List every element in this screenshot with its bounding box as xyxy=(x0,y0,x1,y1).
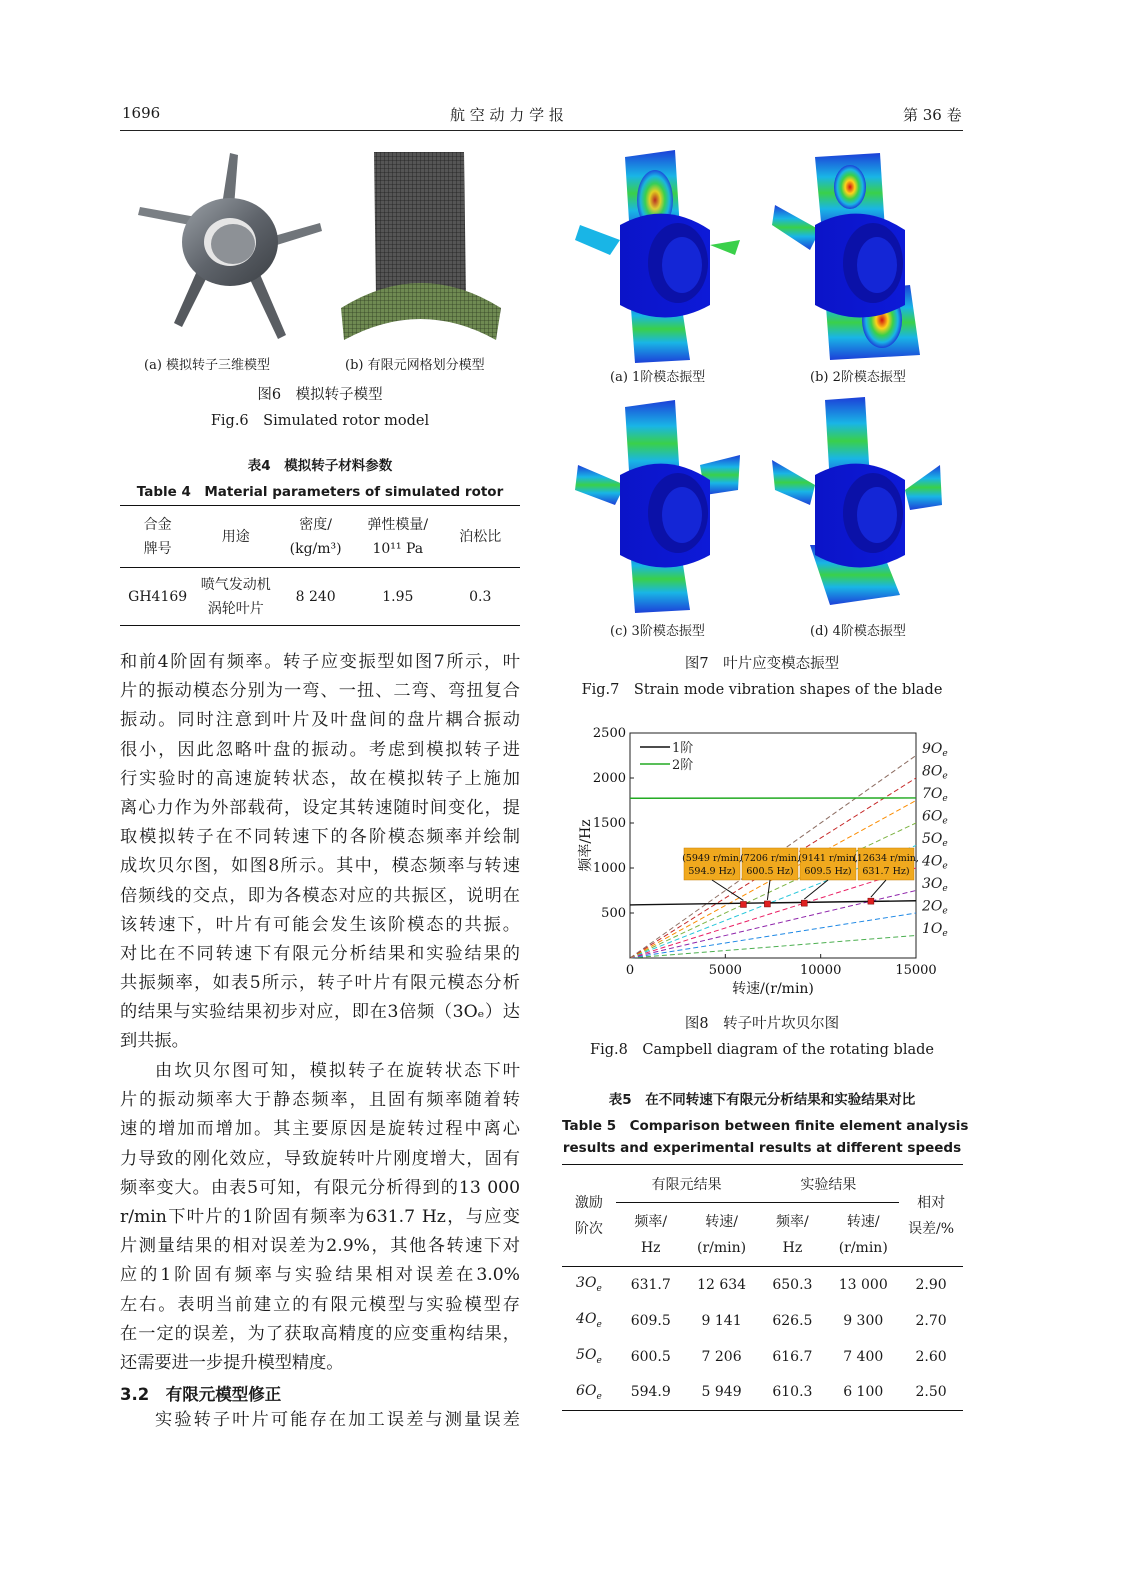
text-line: 成坎贝尔图，如图8所示。其中，模态频率与转速 xyxy=(120,856,520,877)
text-line: 到共振。 xyxy=(120,1031,189,1052)
order-label: $9O_e$ xyxy=(922,741,948,759)
text-line: 速的增加而增加。其主要原因是旋转过程中离心 xyxy=(120,1119,520,1140)
table5-cell: 2.90 xyxy=(915,1276,947,1293)
table5-title-en-1: Table 5 Comparison between finite element analysis xyxy=(562,1118,969,1134)
text-line: 力导致的刚化效应，导致旋转叶片刚度增大，固有 xyxy=(120,1148,520,1169)
table4-title-cn: 表4 模拟转子材料参数 xyxy=(247,458,393,474)
rotor-3d-model-image xyxy=(130,145,330,345)
text-line: 还需要进一步提升模型精度。 xyxy=(120,1352,344,1373)
annotation-text: (5949 r/min, xyxy=(682,853,742,864)
table4-header-modulus: 弹性模量/ xyxy=(367,516,429,533)
table5-header-order-1: 激励 xyxy=(574,1194,603,1211)
body-paragraph-1 xyxy=(120,648,520,1057)
table-row xyxy=(562,1339,963,1375)
y-tick-label: 500 xyxy=(601,906,626,921)
y-tick-label: 1500 xyxy=(592,816,626,831)
intersection-marker xyxy=(801,900,807,906)
table5-cell: 594.9 xyxy=(630,1384,671,1401)
x-tick-label: 5000 xyxy=(708,963,742,978)
table5-header-exp-speed-unit: (r/min) xyxy=(838,1239,888,1256)
text-line: 行实验时的高速旋转状态，故在模拟转子上施加 xyxy=(120,768,520,789)
table5-header-exp-freq: 频率/ xyxy=(776,1213,809,1230)
table5-cell-order: 5O xyxy=(576,1347,597,1364)
table5-cell: 600.5 xyxy=(630,1348,671,1365)
mode-4-shape xyxy=(772,397,942,605)
order-label: $8O_e$ xyxy=(922,763,948,782)
table-row xyxy=(562,1303,963,1339)
text-line: 片测量结果的相对误差为2.9%，其他各转速下对 xyxy=(120,1236,520,1257)
table5-cell: 650.3 xyxy=(772,1276,813,1293)
table5-cell: 9 141 xyxy=(701,1312,742,1329)
section-heading: 3.2 有限元模型修正 xyxy=(120,1385,282,1404)
table4-header-alloy: 合金 xyxy=(143,516,172,533)
annotation-text: 631.7 Hz) xyxy=(862,866,910,877)
table5-cell-order-sub: e xyxy=(596,1319,602,1330)
legend-label: 2阶 xyxy=(672,758,694,773)
table5-title-en-2: results and experimental results at different speeds xyxy=(562,1140,962,1156)
table5-cell: 13 000 xyxy=(838,1276,888,1293)
fig6-subcaption-b: (b) 有限元网格划分模型 xyxy=(345,358,485,373)
order-label: $2O_e$ xyxy=(922,898,948,917)
fig7-subcaption-a: (a) 1阶模态振型 xyxy=(610,370,706,385)
strain-mode-shapes-image xyxy=(570,145,955,625)
table5-cell: 12 634 xyxy=(697,1276,747,1293)
text-line: 共振频率，如表5所示，转子叶片有限元模态分析 xyxy=(120,973,520,994)
text-line: 很小，因此忽略叶盘的振动。考虑到模拟转子进 xyxy=(120,739,520,760)
table5-header-exp: 实验结果 xyxy=(758,1165,900,1203)
table4 xyxy=(120,505,520,626)
table5-header-fe: 有限元结果 xyxy=(616,1165,758,1203)
text-line: 由坎贝尔图可知，模拟转子在旋转状态下叶 xyxy=(155,1061,520,1081)
annotation-text: (9141 r/min, xyxy=(798,853,858,864)
table4-header-use: 用途 xyxy=(221,528,250,545)
page-number: 1696 xyxy=(122,104,161,122)
fig7-caption-cn: 图7 叶片应变模态振型 xyxy=(684,656,840,672)
table5-cell: 631.7 xyxy=(630,1276,671,1293)
x-axis-label: 转速/(r/min) xyxy=(732,981,814,997)
text-line: 片的振动频率大于静态频率，且固有频率随着转 xyxy=(120,1090,520,1111)
table5-cell-order: 4O xyxy=(576,1311,597,1328)
fig7-caption-en: Fig.7 Strain mode vibration shapes of the blade xyxy=(581,682,943,698)
table5-cell: 609.5 xyxy=(630,1312,671,1329)
mode-3-shape xyxy=(575,400,740,613)
intersection-marker xyxy=(740,901,746,907)
text-line: 在一定的误差，为了获取高精度的应变重构结果， xyxy=(120,1323,520,1344)
order-label: $3O_e$ xyxy=(922,876,948,894)
fig7-subcaption-c: (c) 3阶模态振型 xyxy=(610,624,705,639)
table-row xyxy=(562,1375,963,1411)
fig6-subcaption-a: (a) 模拟转子三维模型 xyxy=(144,358,271,373)
text-line: 振动。同时注意到叶片及叶盘间的盘片耦合振动 xyxy=(120,710,520,731)
campbell-chart xyxy=(570,718,955,1003)
text-line: 片的振动模态分别为一弯、一扭、二弯、弯扭复合 xyxy=(120,681,520,702)
text-line: 的结果与实验结果初步对应，即在3倍频（3Oₑ）达 xyxy=(120,1002,520,1023)
x-tick-label: 15000 xyxy=(895,963,937,978)
body-paragraph-2 xyxy=(120,1057,520,1378)
table5-cell-order-sub: e xyxy=(596,1355,602,1366)
table5-cell-order-sub: e xyxy=(596,1284,602,1295)
annotation-text: 609.5 Hz) xyxy=(804,866,852,877)
fig7-subcaption-d: (d) 4阶模态振型 xyxy=(810,624,906,639)
table5 xyxy=(562,1164,963,1411)
text-line: 实验转子叶片可能存在加工误差与测量误差 xyxy=(155,1410,520,1430)
text-line: 该转速下，叶片有可能会发生该阶模态的共振。 xyxy=(120,914,520,935)
intersection-marker xyxy=(868,898,874,904)
table4-cell-grade: GH4169 xyxy=(128,588,188,605)
order-label: $5O_e$ xyxy=(922,831,948,849)
y-axis-label: 频率/Hz xyxy=(578,819,594,872)
table5-cell: 7 400 xyxy=(843,1348,884,1365)
table5-header-fe-freq: 频率/ xyxy=(634,1213,668,1230)
x-tick-label: 10000 xyxy=(799,963,842,978)
table4-header-modulus-unit: 10¹¹ Pa xyxy=(372,540,424,557)
fe-mesh-model-image xyxy=(336,148,506,348)
table4-cell-use-2: 涡轮叶片 xyxy=(207,600,264,617)
journal-title: 航 空 动 力 学 报 xyxy=(450,106,564,124)
mode-1-shape xyxy=(575,150,740,363)
table4-cell-modulus: 1.95 xyxy=(382,588,414,605)
table5-header-fe-speed: 转速/ xyxy=(705,1213,738,1230)
mode-2-shape xyxy=(772,153,920,360)
annotation-text: (12634 r/min, xyxy=(853,853,919,864)
y-tick-label: 1000 xyxy=(592,861,626,876)
intersection-marker xyxy=(764,901,770,907)
fig7-subcaption-b: (b) 2阶模态振型 xyxy=(810,370,906,385)
fig8-caption-cn: 图8 转子叶片坎贝尔图 xyxy=(684,1016,840,1032)
table5-cell: 9 300 xyxy=(843,1312,884,1329)
table5-title-cn: 表5 在不同转速下有限元分析结果和实验结果对比 xyxy=(608,1092,916,1108)
text-line: 取模拟转子在不同转速下的各阶模态频率并绘制 xyxy=(120,827,520,848)
table5-header-fe-speed-unit: (r/min) xyxy=(697,1239,747,1256)
volume-label: 第 36 卷 xyxy=(903,106,962,124)
order-label: $1O_e$ xyxy=(922,921,948,939)
table5-cell: 610.3 xyxy=(772,1384,813,1401)
table5-cell: 2.70 xyxy=(915,1312,947,1329)
text-line: r/min下叶片的1阶固有频率为631.7 Hz，与应变 xyxy=(120,1206,520,1227)
table4-header-grade: 牌号 xyxy=(143,540,172,557)
table4-header-poisson: 泊松比 xyxy=(459,528,502,545)
order-label: $6O_e$ xyxy=(922,808,948,827)
text-line: 和前4阶固有频率。转子应变振型如图7所示，叶 xyxy=(120,652,520,672)
fig6-caption-en: Fig.6 Simulated rotor model xyxy=(210,413,430,429)
table4-title-en: Table 4 Material parameters of simulated rotor xyxy=(136,484,504,500)
text-line: 左右。表明当前建立的有限元模型与实验模型存 xyxy=(120,1294,520,1315)
text-line: 离心力作为外部载荷，设定其转速随时间变化，提 xyxy=(120,797,520,818)
table-row xyxy=(562,1267,963,1303)
table5-header-order-2: 阶次 xyxy=(574,1220,603,1237)
table5-header-fe-freq-unit: Hz xyxy=(640,1239,661,1256)
fig8-caption-en: Fig.8 Campbell diagram of the rotating blade xyxy=(590,1042,934,1058)
table4-cell-density: 8 240 xyxy=(295,588,336,605)
table5-cell-order-sub: e xyxy=(596,1391,602,1402)
legend-label: 1阶 xyxy=(672,741,694,756)
order-label: $7O_e$ xyxy=(922,786,948,804)
table5-cell: 2.50 xyxy=(915,1384,947,1401)
x-tick-label: 0 xyxy=(625,963,635,978)
table5-header-err-2: 误差/% xyxy=(908,1220,955,1237)
table4-cell-use-1: 喷气发动机 xyxy=(200,576,271,593)
order-label: $4O_e$ xyxy=(922,853,948,872)
table5-cell: 5 949 xyxy=(701,1384,742,1401)
fig6-caption-cn: 图6 模拟转子模型 xyxy=(257,387,383,403)
table5-cell: 626.5 xyxy=(772,1312,813,1329)
table5-cell: 6 100 xyxy=(843,1384,884,1401)
table5-cell: 7 206 xyxy=(701,1348,742,1365)
text-line: 对比在不同转速下有限元分析结果和实验结果的 xyxy=(120,943,520,964)
table4-cell-poisson: 0.3 xyxy=(469,588,492,605)
table5-cell: 616.7 xyxy=(772,1348,813,1365)
table5-header-exp-speed: 转速/ xyxy=(846,1213,880,1230)
body-paragraph-3 xyxy=(155,1406,520,1435)
text-line: 频率变大。由表5可知，有限元分析得到的13 000 xyxy=(120,1177,520,1198)
table5-cell-order: 6O xyxy=(576,1382,597,1399)
table4-header-density: 密度/ xyxy=(299,516,332,533)
text-line: 倍频线的交点，即为各模态对应的共振区，说明在 xyxy=(120,885,520,906)
table4-header-density-unit: (kg/m³) xyxy=(289,540,342,557)
table5-header-exp-freq-unit: Hz xyxy=(782,1239,803,1256)
table5-header-err-1: 相对 xyxy=(917,1194,946,1211)
y-tick-label: 2000 xyxy=(592,771,626,786)
table5-cell-order: 3O xyxy=(576,1275,597,1292)
header-rule xyxy=(120,130,963,131)
table5-cell: 2.60 xyxy=(915,1348,947,1365)
text-line: 应的1阶固有频率与实验结果相对误差在3.0% xyxy=(120,1265,520,1286)
annotation-text: (7206 r/min, xyxy=(740,853,800,864)
annotation-text: 600.5 Hz) xyxy=(746,866,794,877)
y-tick-label: 2500 xyxy=(592,726,626,741)
annotation-text: 594.9 Hz) xyxy=(688,866,736,877)
